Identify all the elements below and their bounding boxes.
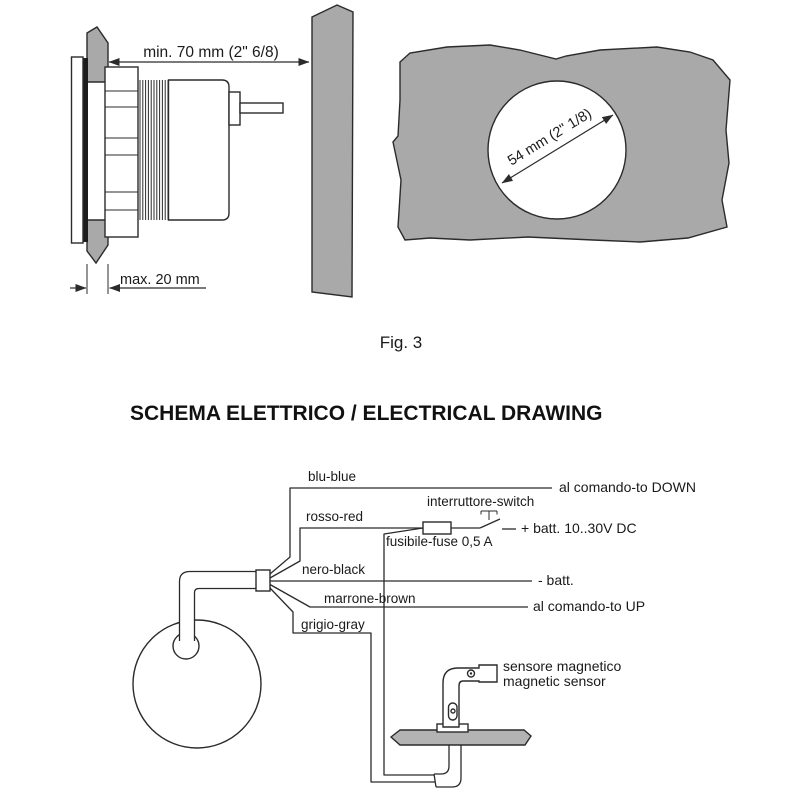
dimension-hole-label: 54 mm (2" 1/8) bbox=[505, 105, 595, 170]
fuse-symbol bbox=[423, 522, 451, 534]
label-wire-black: nero-black bbox=[302, 562, 366, 577]
label-wire-red: rosso-red bbox=[306, 509, 364, 524]
switch-blade bbox=[480, 519, 500, 528]
rear-cable-stub bbox=[240, 103, 283, 113]
sensor-slot-hole bbox=[451, 709, 455, 713]
gauge-bezel bbox=[72, 57, 84, 243]
bulkhead-wall bbox=[312, 5, 353, 297]
sensor-cable-elbow-inner bbox=[434, 745, 449, 774]
sensor-bolt-center bbox=[470, 672, 472, 674]
threaded-body bbox=[140, 80, 168, 220]
panel-cutout-view bbox=[393, 45, 730, 242]
installation-side-view bbox=[70, 5, 353, 297]
label-terminal-plus: + batt. 10..30V DC bbox=[521, 520, 637, 536]
spinlock-nut bbox=[105, 67, 138, 237]
label-wire-gray: grigio-gray bbox=[301, 617, 365, 632]
figure-caption: Fig. 3 bbox=[379, 333, 423, 352]
dimension-extension-lines bbox=[87, 264, 108, 294]
label-terminal-down: al comando-to DOWN bbox=[559, 479, 696, 495]
rear-connector bbox=[229, 92, 240, 125]
label-terminal-minus: - batt. bbox=[538, 572, 574, 588]
label-sensor-line1: sensore magnetico bbox=[503, 658, 622, 674]
cable-breakout-sleeve bbox=[256, 570, 270, 591]
schematic-title: SCHEMA ELETTRICO / ELECTRICAL DRAWING bbox=[130, 402, 603, 425]
dimension-thickness-label: max. 20 mm bbox=[120, 272, 200, 288]
label-wire-blue: blu-blue bbox=[308, 469, 357, 484]
label-sensor-line2: magnetic sensor bbox=[503, 673, 606, 689]
sensor-cable-opening bbox=[434, 774, 436, 787]
dimension-depth-label: min. 70 mm (2" 6/8) bbox=[143, 44, 279, 61]
label-fuse: fusibile-fuse 0,5 A bbox=[386, 534, 493, 549]
label-wire-brown: marrone-brown bbox=[324, 591, 416, 606]
label-switch: interruttore-switch bbox=[427, 494, 535, 509]
gauge-body-can bbox=[169, 80, 230, 220]
label-terminal-up: al comando-to UP bbox=[533, 598, 646, 614]
switch-actuator bbox=[481, 511, 497, 520]
electrical-schematic bbox=[133, 469, 696, 787]
